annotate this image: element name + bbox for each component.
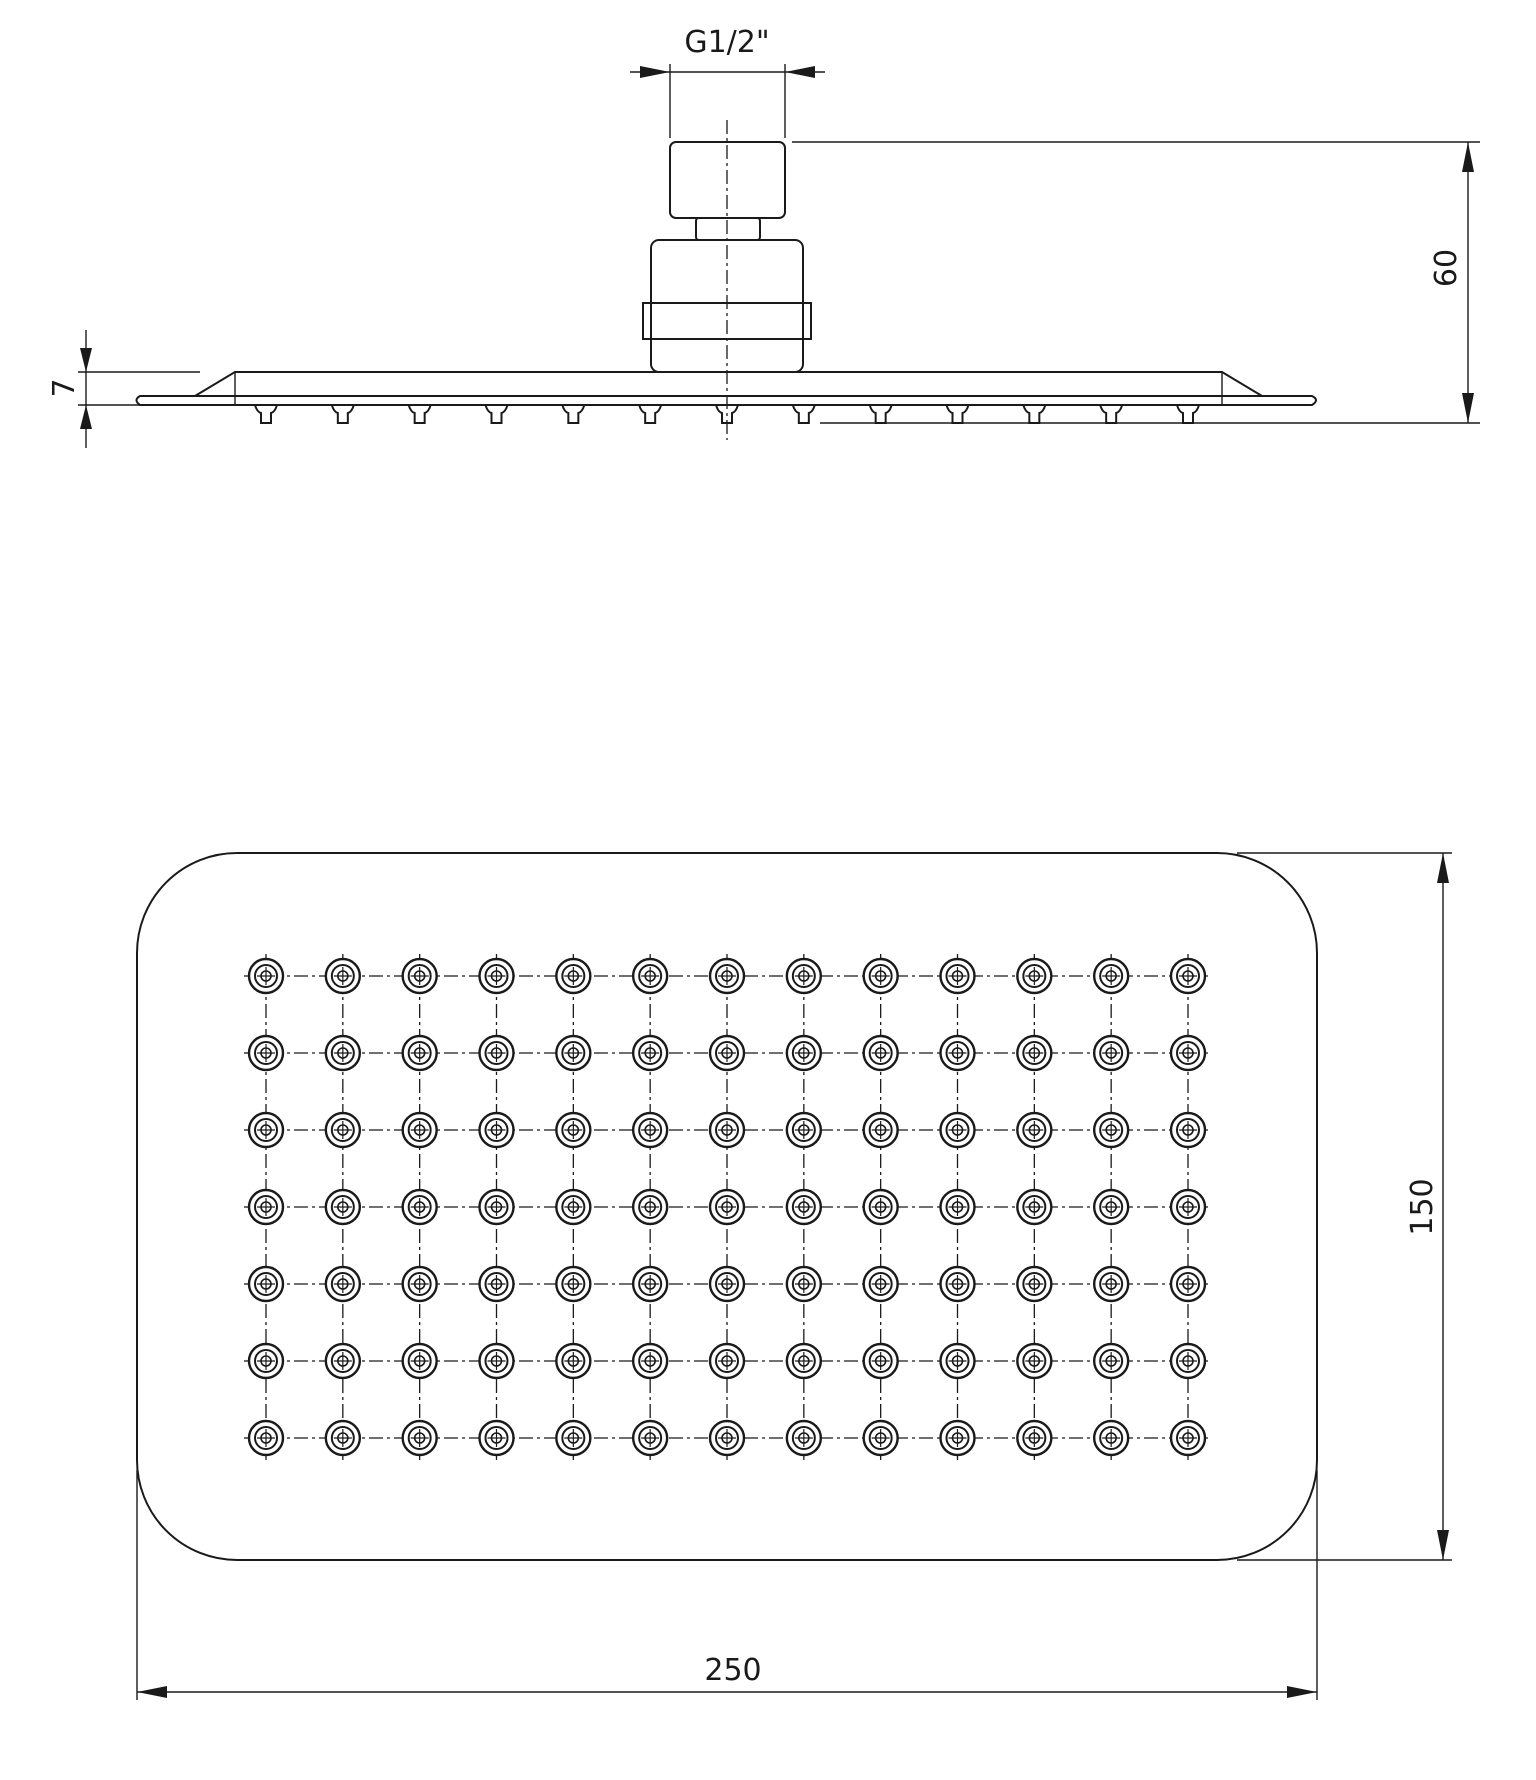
nozzle xyxy=(941,959,975,993)
width-dimension: 250 xyxy=(704,1653,762,1688)
nozzle xyxy=(1171,1421,1205,1455)
nozzle xyxy=(556,1113,590,1147)
nozzle xyxy=(787,1267,821,1301)
nozzle xyxy=(326,959,360,993)
nozzle xyxy=(864,1190,898,1224)
nozzle xyxy=(710,1344,744,1378)
nozzle xyxy=(249,959,283,993)
nozzle xyxy=(864,1113,898,1147)
nozzle xyxy=(710,1190,744,1224)
nozzle xyxy=(249,1113,283,1147)
nozzle xyxy=(941,1421,975,1455)
nozzle xyxy=(480,1190,514,1224)
nozzle xyxy=(403,1421,437,1455)
nozzle xyxy=(633,1036,667,1070)
nozzle xyxy=(864,1036,898,1070)
side-view xyxy=(47,25,1480,448)
plate-thickness-dimension: 7 xyxy=(47,378,82,398)
side-nozzle xyxy=(1177,405,1199,423)
nozzle xyxy=(864,1267,898,1301)
nozzle xyxy=(1094,1036,1128,1070)
head-top-plate xyxy=(195,372,1262,396)
connector-neck xyxy=(696,218,760,240)
nozzle xyxy=(710,959,744,993)
nozzle xyxy=(556,1421,590,1455)
nozzle xyxy=(556,1267,590,1301)
height-dimension: 60 xyxy=(1429,248,1464,288)
nozzle xyxy=(480,959,514,993)
nozzle xyxy=(787,1344,821,1378)
nozzle xyxy=(1094,1421,1128,1455)
thread-dimension: G1/2" xyxy=(684,25,770,60)
nozzle xyxy=(787,1421,821,1455)
top-view xyxy=(137,853,1452,1700)
nozzle xyxy=(556,1036,590,1070)
side-nozzle xyxy=(1023,405,1045,423)
depth-dimension: 150 xyxy=(1405,1178,1440,1236)
nozzle xyxy=(787,1190,821,1224)
side-nozzle xyxy=(409,405,431,423)
nozzle xyxy=(480,1113,514,1147)
nozzle xyxy=(1171,1113,1205,1147)
nozzle xyxy=(633,1344,667,1378)
nozzle xyxy=(249,1267,283,1301)
nozzle xyxy=(556,1190,590,1224)
nozzle xyxy=(403,959,437,993)
nozzle xyxy=(1017,1036,1051,1070)
nozzle xyxy=(864,1421,898,1455)
nozzle xyxy=(480,1267,514,1301)
nozzle xyxy=(1094,959,1128,993)
side-nozzle xyxy=(486,405,508,423)
nozzle xyxy=(480,1344,514,1378)
nozzle xyxy=(941,1036,975,1070)
nozzle xyxy=(326,1036,360,1070)
nozzle xyxy=(403,1190,437,1224)
nozzle xyxy=(556,1344,590,1378)
side-nozzle xyxy=(562,405,584,423)
side-nozzle xyxy=(870,405,892,423)
nozzle xyxy=(1017,959,1051,993)
nozzle xyxy=(1171,959,1205,993)
nozzle xyxy=(941,1267,975,1301)
nozzle xyxy=(556,959,590,993)
nozzle xyxy=(480,1421,514,1455)
nozzle xyxy=(403,1344,437,1378)
nozzle xyxy=(1094,1267,1128,1301)
nozzle xyxy=(1171,1344,1205,1378)
nozzle xyxy=(1017,1190,1051,1224)
nozzle xyxy=(941,1344,975,1378)
nozzle xyxy=(710,1267,744,1301)
side-nozzle xyxy=(1100,405,1122,423)
nozzle xyxy=(249,1036,283,1070)
nozzle xyxy=(941,1190,975,1224)
nozzle xyxy=(1171,1267,1205,1301)
nozzle xyxy=(326,1113,360,1147)
nozzle xyxy=(249,1344,283,1378)
side-nozzle xyxy=(639,405,661,423)
nozzle xyxy=(864,1344,898,1378)
nozzle xyxy=(1094,1190,1128,1224)
nozzle xyxy=(787,959,821,993)
nozzle xyxy=(1017,1344,1051,1378)
nozzle xyxy=(1017,1421,1051,1455)
nozzle xyxy=(326,1344,360,1378)
nozzle xyxy=(403,1113,437,1147)
side-nozzle xyxy=(332,405,354,423)
nozzle xyxy=(787,1113,821,1147)
nozzle xyxy=(249,1421,283,1455)
nozzle xyxy=(787,1036,821,1070)
nozzle xyxy=(326,1267,360,1301)
nozzle xyxy=(1017,1113,1051,1147)
nozzle xyxy=(864,959,898,993)
head-base-plate xyxy=(137,396,1317,405)
nozzle xyxy=(249,1190,283,1224)
nozzle xyxy=(633,1190,667,1224)
nozzle xyxy=(403,1267,437,1301)
nozzle xyxy=(1171,1036,1205,1070)
nozzle xyxy=(710,1036,744,1070)
nozzle xyxy=(326,1421,360,1455)
nozzle xyxy=(941,1113,975,1147)
nozzle xyxy=(633,1421,667,1455)
nozzle xyxy=(1017,1267,1051,1301)
nozzle xyxy=(633,1267,667,1301)
nozzle xyxy=(633,1113,667,1147)
side-nozzle xyxy=(793,405,815,423)
nozzle xyxy=(1094,1113,1128,1147)
nozzle xyxy=(403,1036,437,1070)
nozzle xyxy=(480,1036,514,1070)
nozzle xyxy=(710,1113,744,1147)
nozzle xyxy=(326,1190,360,1224)
nozzle xyxy=(1171,1190,1205,1224)
nozzle xyxy=(1094,1344,1128,1378)
side-nozzle xyxy=(947,405,969,423)
nozzle xyxy=(710,1421,744,1455)
side-nozzle xyxy=(255,405,277,423)
nozzle xyxy=(633,959,667,993)
